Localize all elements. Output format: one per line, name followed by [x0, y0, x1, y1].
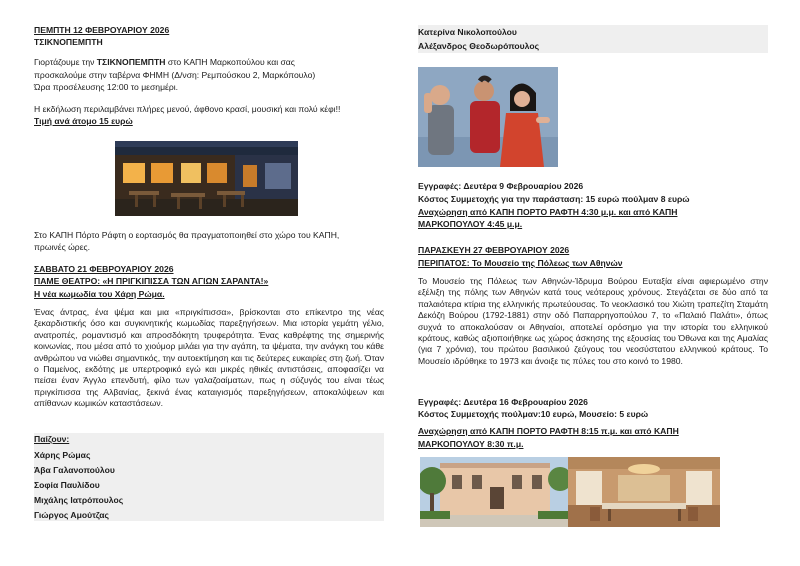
event2-cost: Κόστος Συμμετοχής για την παράσταση: 15 ευρώ πούλμαν 8 ευρώ [418, 194, 690, 204]
event1-price: Τιμή ανά άτομο 15 ευρώ [34, 116, 133, 126]
event1-line3: Ώρα προσέλευσης 12:00 το μεσημέρι. [34, 82, 179, 92]
cast-member: Μιχάλης Ιατρόπουλος [34, 495, 124, 505]
event2-departure-line1: Αναχώρηση από ΚΑΠΗ ΠΟΡΤΟ ΡΑΦΤΗ 4:30 μ.μ. και από ΚΑΠΗ [418, 207, 678, 217]
event2-title: ΠΑΜΕ ΘΕΑΤΡΟ: «Η ΠΡΙΓΚΙΠΙΣΣΑ ΤΩΝ ΑΓΙΩΝ ΣΑΡΑΝΤΑ!» [34, 276, 269, 286]
event1-title: ΤΣΙΚΝΟΠΕΜΠΤΗ [34, 37, 103, 47]
theatre-photo-graphic [418, 67, 558, 167]
event1-line1-bold: ΤΣΙΚΝΟΠΕΜΠΤΗ [96, 57, 166, 67]
cast-box [34, 433, 384, 521]
event1-line1-c: στο ΚΑΠΗ Μαρκοπούλου και σας [165, 57, 295, 67]
tavern-photo [115, 141, 298, 216]
event3-cost: Κόστος Συμμετοχής πούλμαν:10 ευρώ, Μουσείο: 5 ευρώ [418, 409, 649, 419]
event3-description: Το Μουσείο της Πόλεως των Αθηνών-Ίδρυμα Βούρου Ευταξία είναι αφιερωμένο στην εξέλιξη της πόλης των Αθηνών κατά τους νεότερους χρόνους. Στεγάζεται σε δύο από τα παλαιότερα κτίρια της ελληνικής πρωτεύουσας. Το νεοκλασικό του Χιώτη τραπεζίτη Σταμάτη Δεκόζη Βούρου (1792-1881) στην οδό Παπαρρηγοπούλου 7, το «Παλαιό Παλάτι», όπως συχνά το αποκαλούσαν οι Αθηναίοι, αποτελεί ορόσημο για την ιστορία του ελληνικού κράτους, καθώς αξιοποιήθηκε ως χώρος άσκησης της εξουσίας του Όθωνα και της Αμαλίας (για 7 χρόνια), του πρώτου βασιλικού ζεύγους του νεοσύστατου ελληνικού κράτους. Το Μουσείο ιδρύθηκε το 1973 και άνοιξε τις πύλες του στο κοινό το 1980. [418, 276, 768, 366]
event1-line1-a: Γιορτάζουμε την [34, 57, 97, 67]
museum-exterior-photo [420, 457, 568, 527]
event3-registration: Εγγραφές: Δευτέρα 16 Φεβρουαρίου 2026 [418, 397, 588, 407]
event1-note-line2: πρωινές ώρες. [34, 242, 91, 252]
event1-date: ΠΕΜΠΤΗ 12 ΦΕΒΡΟΥΑΡΙΟΥ 2026 [34, 25, 170, 35]
tavern-photo-graphic [115, 141, 298, 216]
event3-title: ΠΕΡΙΠΑΤΟΣ: Το Μουσείο της Πόλεως των Αθηνών [418, 258, 623, 268]
cast-member: Σοφία Παυλίδου [34, 480, 100, 490]
museum-interior-photo [568, 457, 720, 527]
cast-member: Γιώργος Αμούτζας [34, 510, 109, 520]
museum-interior-graphic [568, 457, 720, 527]
cast-member: Αλέξανδρος Θεοδωρόπουλος [418, 41, 540, 51]
event1-line2: προσκαλούμε στην ταβέρνα ΦΗΜΗ (Δ/νση: Ρεμπούσκου 2, Μαρκόπουλο) [34, 70, 316, 80]
cast-member: Χάρης Ρώμας [34, 450, 91, 460]
event1-line4: Η εκδήλωση περιλαμβάνει πλήρες μενού, άφθονο κρασί, μουσική και πολύ κέφι!! [34, 104, 341, 114]
cast-label: Παίζουν: [34, 434, 70, 444]
event3-departure-line2: ΜΑΡΚΟΠΟΥΛΟΥ 8:30 π.μ. [418, 439, 524, 449]
cast-member: Κατερίνα Νικολοπούλου [418, 27, 517, 37]
event2-departure-line2: ΜΑΡΚΟΠΟΥΛΟΥ 4:45 μ.μ. [418, 219, 523, 229]
museum-exterior-graphic [420, 457, 568, 527]
event2-registration: Εγγραφές: Δευτέρα 9 Φεβρουαρίου 2026 [418, 181, 584, 191]
event2-subtitle: Η νέα κωμωδία του Χάρη Ρώμα. [34, 289, 165, 299]
event1-line1 [34, 57, 295, 68]
event3-departure-line1: Αναχώρηση από ΚΑΠΗ ΠΟΡΤΟ ΡΑΦΤΗ 8:15 π.μ. και από ΚΑΠΗ [418, 426, 679, 436]
event1-note-line1: Στο ΚΑΠΗ Πόρτο Ράφτη ο εορτασμός θα πραγματοποιηθεί στο χώρο του ΚΑΠΗ, [34, 230, 340, 240]
theatre-photo [418, 67, 558, 167]
event2-description: Ένας άντρας, ένα ψέμα και μια «πριγκίπισσα», βρίσκονται στο επίκεντρο της νέας ξεκαρδιστικής όσο και συγκινητικής κωμωδίας παρεξηγήσεων. Μια ιστορία γεμάτη γέλιο, ανατροπές, ρομαντισμό και απροσδόκητη τρυφερότητα. Ένας καθρέφτης της σημερινής κοινωνίας, που μέσα από το χιούμορ μιλάει για την αγάπη, τα ψέματα, την ανάγκη του κάθε ανθρώπου να νιώθει σημαντικός, την αυτοεκτίμηση και τις δεύτερες ευκαιρίες στη ζωή. Όταν ο Παμείνος, εκδότης με υπερτροφικό εγώ και μικρές ηθικές αντιστάσεις, αποφασίζει να πείσει έναν Άγγλο επενδυτή, φίλο των γαλαζοαίματων, πως η σύζυγός του είναι τέως πριγκίπισσα της Αλβανίας, ξεκινά ένας καταιγισμός παρεξηγήσεων, αποκαλύψεων και απίθανων κωμικών καταστάσεων. [34, 307, 384, 409]
event2-date: ΣΑΒΒΑΤΟ 21 ΦΕΒΡΟΥΑΡΙΟΥ 2026 [34, 264, 174, 274]
cast-member: Άβα Γαλανοπούλου [34, 465, 115, 475]
event3-date: ΠΑΡΑΣΚΕΥΗ 27 ΦΕΒΡΟΥΑΡΙΟΥ 2026 [418, 245, 570, 255]
